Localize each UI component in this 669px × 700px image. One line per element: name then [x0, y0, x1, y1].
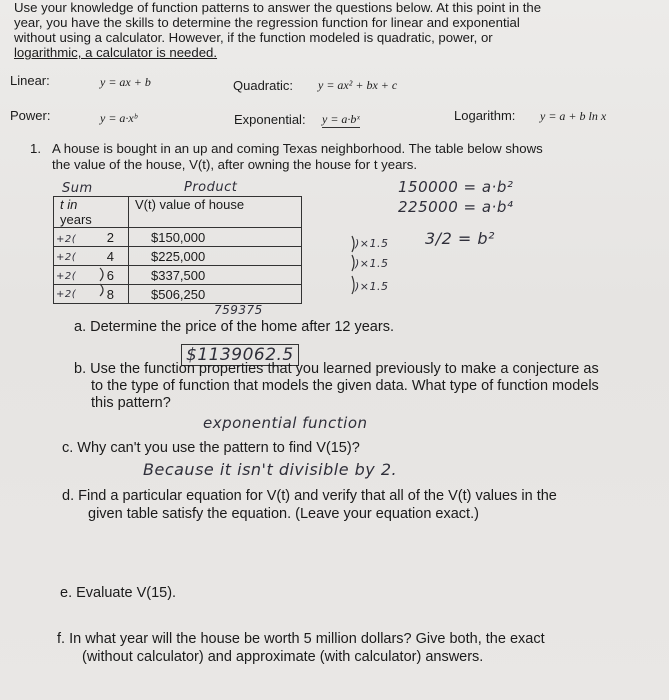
- question-f-line-2: (without calculator) and approximate (with calculator) answers.: [82, 649, 484, 665]
- hand-bracket: [352, 255, 354, 271]
- hand-ratio-mark: )×1.5: [355, 237, 389, 250]
- hand-bracket: [352, 276, 354, 294]
- question-b-line-1: b. Use the function properties that you learned previously to make a conjecture as: [74, 361, 599, 377]
- table-cell-t: 8: [54, 285, 129, 304]
- question-d-line-2: given table satisfy the equation. (Leave your equation exact.): [88, 506, 479, 522]
- intro-line-1: Use your knowledge of function patterns to answer the questions below. At this point in the: [14, 0, 542, 15]
- answer-b: exponential function: [203, 414, 368, 432]
- question-d-line-1: d. Find a particular equation for V(t) and verify that all of the V(t) values in the: [62, 488, 557, 504]
- table-header-t: t in years: [54, 197, 129, 228]
- question-e: e. Evaluate V(15).: [60, 585, 177, 601]
- intro-line-4: logarithmic, a calculator is needed.: [14, 45, 218, 60]
- intro-line-3: without using a calculator. However, if the function modeled is quadratic, power, or: [14, 30, 493, 45]
- problem-line-1: A house is bought in an up and coming Texas neighborhood. The table below shows: [52, 141, 543, 156]
- hand-bracket: [352, 236, 354, 252]
- question-b-line-3: this pattern?: [91, 395, 171, 411]
- table-cell-t: 4: [54, 247, 129, 266]
- table-cell-t: 2: [54, 228, 129, 247]
- quadratic-label: Quadratic:: [233, 78, 293, 93]
- hand-bracket: [100, 284, 103, 296]
- problem-line-2: the value of the house, V(t), after owning the house for t years.: [52, 157, 418, 172]
- hand-row-mark: +2(: [56, 289, 77, 300]
- table-cell-t: 6: [54, 266, 129, 285]
- table-cell-v: $506,250: [129, 285, 302, 304]
- hand-row-mark: +2(: [56, 271, 77, 282]
- question-c: c. Why can't you use the pattern to find V(15)?: [62, 440, 360, 456]
- table-header-v: V(t) value of house: [129, 197, 302, 228]
- logarithm-equation: y = a + b ln x: [540, 109, 607, 123]
- answer-c: Because it isn't divisible by 2.: [143, 460, 398, 479]
- linear-equation: y = ax + b: [100, 75, 151, 89]
- hand-next-value: 759375: [214, 303, 263, 317]
- quadratic-equation: y = ax² + bx + c: [318, 78, 398, 92]
- exponential-equation: y = a·bˣ: [322, 112, 360, 126]
- hand-bracket: [100, 268, 103, 281]
- question-f-line-1: f. In what year will the house be worth 5 million dollars? Give both, the exact: [57, 631, 545, 647]
- answer-a: $1139062.5: [181, 345, 299, 365]
- table-cell-v: $337,500: [129, 266, 302, 285]
- hand-row-mark: +2(: [56, 234, 77, 245]
- hand-sum: Sum: [62, 181, 93, 196]
- table-cell-v: $225,000: [129, 247, 302, 266]
- hand-ratio: 3/2 = b²: [425, 229, 495, 248]
- question-a: a. Determine the price of the home after 12 years.: [74, 319, 394, 335]
- hand-row-mark: +2(: [56, 252, 77, 263]
- question-b-line-2: to the type of function that models the given data. What type of function models: [91, 378, 599, 394]
- logarithm-label: Logarithm:: [454, 108, 516, 123]
- hand-equation-2: 225000 = a·b⁴: [398, 198, 514, 216]
- intro-line-2: year, you have the skills to determine the regression function for linear and exponential: [14, 15, 520, 30]
- linear-label: Linear:: [10, 73, 50, 88]
- power-label: Power:: [10, 108, 51, 123]
- hand-product: Product: [184, 180, 238, 195]
- hand-ratio-mark: )×1.5: [355, 280, 389, 293]
- exponential-label: Exponential:: [234, 112, 306, 127]
- hand-equation-1: 150000 = a·b²: [398, 178, 514, 196]
- power-equation: y = a·xᵇ: [100, 111, 137, 125]
- problem-number: 1.: [30, 141, 41, 156]
- hand-ratio-mark: )×1.5: [355, 257, 389, 270]
- table-cell-v: $150,000: [129, 228, 302, 247]
